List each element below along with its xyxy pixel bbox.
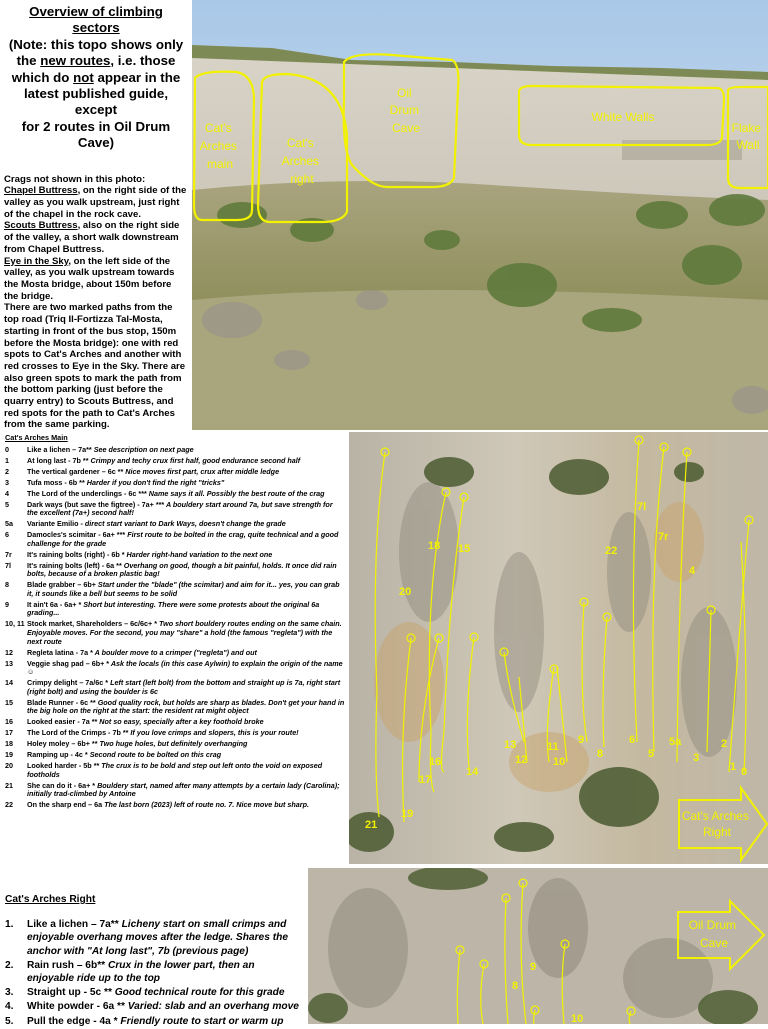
main-route-name: Variante Emilio - [27, 519, 83, 529]
main-route-row [5, 601, 345, 618]
main-route-name: On the sharp end – 6a [27, 800, 103, 810]
right-route-label-8: 8 [512, 980, 519, 992]
main-route-description: Bouldery start, named after many attempts by a certain lady (Carolina); initially trad-climbed by Antoine [27, 780, 340, 799]
route-label-5a: 5a [669, 736, 682, 748]
main-route-number: 18 [5, 739, 13, 749]
title-line-6: for 2 routes in Oil Drum Cave) [21, 118, 171, 151]
main-route-row [5, 660, 345, 677]
main-route-name: Stock market, Shareholders – 6c/6c+ * [27, 619, 158, 629]
main-route-text [27, 762, 345, 779]
title-line-1: Overview of climbing sectors [29, 4, 163, 36]
cats-arches-main-rows [5, 446, 345, 810]
main-route-text [27, 660, 345, 677]
main-route-number: 22 [5, 800, 13, 810]
main-route-number: 16 [5, 717, 13, 727]
cats-arches-right-topo-svg [308, 868, 768, 1024]
route-label-14: 14 [466, 766, 479, 778]
route-label-11: 11 [547, 741, 559, 753]
right-route-number: 5. [5, 1015, 14, 1027]
route-label-7r: 7r [658, 531, 669, 543]
main-route-name: Looked easier - 7a ** [27, 717, 98, 727]
main-route-text [27, 729, 345, 738]
right-route-description: Good technical route for this grade [111, 987, 285, 999]
intro-crags-heading: Crags not shown in this photo: [4, 173, 146, 185]
route-label-5: 5 [648, 748, 655, 760]
main-route-description: The last born (2023) left of route no. 7. Nice move but sharp. [102, 800, 309, 810]
cats-arches-right-list [5, 893, 303, 1029]
right-route-text [27, 986, 303, 999]
main-route-text [27, 751, 345, 760]
main-route-description: Second route to be bolted on this crag [87, 750, 222, 760]
main-route-row [5, 581, 345, 598]
main-route-number: 17 [5, 728, 13, 738]
right-route-description: Crux in the lower part, then an enjoyable ride up to the top [27, 959, 255, 985]
main-route-row [5, 562, 345, 579]
main-route-description: Harder right-hand variation to the next one [124, 549, 273, 559]
intro-body [4, 174, 188, 431]
main-route-description: Harder if you don't find the right "tricks" [84, 477, 225, 487]
main-route-number: 5 [5, 499, 9, 509]
main-route-description: If you love crimps and slopers, this is your route! [128, 728, 299, 738]
route-label-12: 12 [515, 754, 528, 766]
main-route-name: It's raining bolts (left) - 6a ** [27, 560, 122, 570]
main-route-number: 1 [5, 455, 9, 465]
right-route-number: 1. [5, 919, 14, 931]
main-route-description: Two huge holes, but definitely overhanging [97, 739, 248, 749]
main-route-description: The crux is to be bold and step out left onto the void on exposed footholds [27, 761, 323, 779]
title-line-3b: , i.e. those [110, 53, 176, 69]
right-route-text [27, 1000, 303, 1013]
label-white-walls: White Walls [591, 110, 655, 124]
route-label-2: 2 [721, 738, 728, 750]
main-route-description: Left start (left bolt) from the bottom and straight up is 7a, right start (right bolt) and using the boulder is 6c [27, 678, 341, 696]
main-route-text [27, 782, 345, 799]
right-route-description: Friendly route to start or warm up [117, 1015, 284, 1027]
intro-paths: There are two marked paths from the top road (Triq Il-Fortizza Tal-Mosta, starting in front of the bus stop, 150m before the Mosta bridge): one with red spots to Cat's Arches and another with red crosses to Eye in the Sky. There are also green spots to mark the path from the bottom parking (just before the quarry entry) to Scouts Buttress, and red spots for the path to Cat's Arches from the same parking. [4, 302, 186, 431]
main-route-number: 7r [5, 549, 12, 559]
main-route-text [27, 446, 345, 455]
title-line-2: (Note: this topo shows only [8, 36, 184, 52]
title-line-5: latest published guide, except [23, 86, 169, 118]
main-route-description: See description on next page [91, 444, 194, 454]
cats-arches-right-topo [308, 868, 768, 1024]
main-route-row [5, 468, 345, 477]
title-not: not [73, 69, 94, 85]
intro-chapel [4, 185, 188, 220]
main-route-text [27, 620, 345, 646]
main-route-number: 8 [5, 580, 9, 590]
cats-arches-right-rows [5, 918, 303, 1028]
route-label-8: 8 [597, 748, 604, 760]
right-route-text [27, 918, 303, 958]
route-label-4: 4 [689, 565, 696, 577]
main-route-text [27, 649, 345, 658]
route-label-7l: 7l [637, 501, 647, 513]
label-cats-arches-main: Cat's Arches main [199, 121, 238, 171]
main-route-number: 19 [5, 750, 13, 760]
main-route-row [5, 801, 345, 810]
right-route-name: Like a lichen – 7a** [27, 919, 119, 931]
main-route-description: Start under the "blade" (the scimitar) and aim for it... yes, you can grab it, it sounds like a bell but seems to be solid [27, 580, 340, 598]
main-route-name: Dark ways (but save the figtree) - 7a+ *** [27, 499, 165, 509]
main-route-name: It's raining bolts (right) - 6b * [27, 549, 125, 559]
route-label-3: 3 [693, 752, 700, 764]
title-line-4 [4, 70, 188, 86]
main-route-text [27, 801, 345, 810]
main-route-row [5, 679, 345, 696]
main-route-description: direct start variant to Dark Ways, doesn't change the grade [82, 519, 286, 529]
route-label-6: 6 [629, 734, 636, 746]
title-line-4b: appear in the [93, 69, 181, 85]
cats-arches-main-list [5, 434, 345, 812]
right-route-row [5, 1000, 303, 1013]
scouts-buttress-name: Scouts Buttress [4, 220, 78, 232]
main-route-row [5, 649, 345, 658]
route-label-1: 1 [730, 761, 737, 773]
main-route-number: 2 [5, 466, 9, 476]
right-route-name: White powder - 6a ** [27, 1001, 125, 1013]
main-route-row [5, 479, 345, 488]
main-route-description: Good quality rock, but holds are sharp as blades. Don't get your hand in the big hole on the right at the start: the resident rat might object [27, 697, 345, 716]
main-route-text [27, 699, 345, 716]
main-route-number: 12 [5, 647, 13, 657]
main-route-text [27, 679, 345, 696]
main-route-number: 14 [5, 678, 13, 688]
route-label-21: 21 [365, 819, 378, 831]
main-route-number: 20 [5, 761, 13, 771]
cats-arches-right-header: Cat's Arches Right [5, 894, 96, 905]
main-route-name: Ramping up - 4c * [27, 750, 88, 760]
main-route-number: 15 [5, 697, 13, 707]
main-route-name: Crimpy delight – 7a/6c * [27, 678, 109, 688]
main-route-number: 3 [5, 477, 9, 487]
cats-arches-main-header: Cat's Arches Main [5, 433, 68, 442]
main-route-description: Crimpy and techy crux first half, good endurance second half [88, 455, 301, 465]
route-label-9: 9 [578, 734, 585, 746]
main-route-number: 5a [5, 519, 13, 529]
right-route-label-9: 9 [530, 961, 537, 973]
page-title [4, 4, 188, 152]
main-route-text [27, 551, 345, 560]
main-route-number: 13 [5, 658, 13, 668]
main-route-row [5, 446, 345, 455]
main-route-text [27, 501, 345, 518]
main-route-row [5, 531, 345, 548]
main-route-name: Blade Runner - 6c ** [27, 697, 96, 707]
route-label-22: 22 [605, 545, 618, 557]
title-new-routes: new routes [40, 53, 111, 69]
main-route-description: Nice moves first part, crux after middle ledge [123, 466, 280, 476]
main-route-row [5, 762, 345, 779]
cats-arches-main-topo-svg [349, 432, 768, 864]
main-route-name: Regleta latina - 7a * [27, 647, 93, 657]
main-route-number: 7l [5, 560, 11, 570]
overview-photo-svg [192, 0, 768, 430]
route-label-17: 17 [419, 774, 432, 786]
right-route-label-10: 10 [571, 1013, 584, 1024]
title-line-4a: which do [11, 69, 74, 85]
route-label-16: 16 [429, 756, 442, 768]
right-route-number: 3. [5, 987, 14, 999]
intro-eye [4, 256, 188, 303]
eye-in-the-sky-text: , on the left side of the valley, as you walk upstream towards the Mosta bridge, about 150m before the bridge. [4, 255, 175, 302]
route-label-13: 13 [504, 739, 517, 751]
main-route-name: Looked harder - 5b ** [27, 761, 100, 771]
main-route-text [27, 740, 345, 749]
right-route-name: Pull the edge - 4a * [27, 1015, 118, 1027]
right-route-text [27, 1015, 303, 1028]
right-route-row [5, 959, 303, 985]
main-route-name: Holey moley – 6b+ ** [27, 739, 98, 749]
main-route-name: Veggie shag pad – 6b+ * [27, 658, 110, 668]
main-route-row [5, 501, 345, 518]
main-route-text [27, 581, 345, 598]
main-route-description: A boulder move to a crimper ("regleta") and out [92, 647, 257, 657]
overview-photo [192, 0, 768, 430]
main-route-text [27, 531, 345, 548]
main-route-number: 9 [5, 599, 9, 609]
chapel-buttress-text: , on the right side of the valley as you walk upstream, just right of the chapel in the rock cave. [4, 185, 187, 220]
main-route-name: The Lord of the Crimps - 7b ** [27, 728, 129, 738]
main-route-description: Not so easy, specially after a key foothold broke [97, 717, 264, 727]
main-route-text [27, 457, 345, 466]
chapel-buttress-name: Chapel Buttress [4, 185, 78, 197]
route-label-20: 20 [399, 586, 412, 598]
main-route-text [27, 601, 345, 618]
main-route-name: Damocles's scimitar - 6a+ *** [27, 530, 126, 540]
main-route-number: 10, 11 [5, 619, 25, 629]
intro-scouts [4, 220, 188, 255]
right-route-name: Rain rush – 6b** [27, 959, 106, 971]
main-route-text [27, 520, 345, 529]
cats-arches-main-topo [349, 432, 768, 864]
main-route-text [27, 479, 345, 488]
right-route-text [27, 959, 303, 985]
route-label-19: 19 [401, 808, 414, 820]
main-route-text [27, 468, 345, 477]
main-route-description: A bouldery start around 7a, but save strength for the excellent (7a+) second half! [27, 499, 333, 518]
main-route-row [5, 490, 345, 499]
main-route-name: It ain't 6a - 6a+ * [27, 599, 82, 609]
main-route-name: At long last - 7b ** [27, 455, 89, 465]
main-route-number: 0 [5, 444, 9, 454]
label-flake-wall: Flake Wall [731, 121, 761, 152]
main-route-row [5, 620, 345, 646]
right-route-row [5, 986, 303, 999]
main-route-row [5, 751, 345, 760]
right-route-number: 4. [5, 1001, 14, 1013]
route-label-0: 0 [741, 766, 748, 778]
route-label-15: 15 [458, 543, 471, 555]
main-route-row [5, 551, 345, 560]
main-route-description: Ask the locals (in this case Aylwin) to explain the origin of the name ☺ [27, 658, 343, 677]
main-route-name: The Lord of the underclings - 6c *** [27, 488, 147, 498]
arrow-label-oil-drum-cave: Oil Drum Cave [688, 918, 736, 950]
main-route-description: First route to be bolted in the crag, quite technical and a good challenge for the grade [27, 530, 339, 548]
main-route-text [27, 718, 345, 727]
main-route-name: Like a lichen – 7a** [27, 444, 92, 454]
main-route-text [27, 490, 345, 499]
route-label-18: 18 [428, 540, 441, 552]
main-route-description: Overhang on good, though a bit painful, holds. It once did rain bolts, because of a broken plastic bag! [27, 560, 337, 579]
scouts-buttress-text: , also on the right side of the valley, a short walk downstream from Chapel Buttress. [4, 220, 180, 255]
main-route-row [5, 718, 345, 727]
eye-in-the-sky-name: Eye in the Sky [4, 255, 69, 267]
route-label-10: 10 [553, 756, 566, 768]
main-route-name: Tufa moss - 6b ** [27, 477, 85, 487]
main-route-description: Name says it all. Possibly the best route of the crag [146, 488, 325, 498]
title-line-3 [4, 53, 188, 69]
label-cats-arches-right: Cat's Arches right [281, 136, 320, 186]
right-route-name: Straight up - 5c ** [27, 987, 112, 999]
main-route-row [5, 699, 345, 716]
main-route-row [5, 520, 345, 529]
main-route-number: 21 [5, 780, 13, 790]
arrow-label-cats-arches-right: Cat's Arches Right [681, 809, 749, 839]
main-route-row [5, 457, 345, 466]
main-route-text [27, 562, 345, 579]
main-route-number: 4 [5, 488, 9, 498]
main-route-description: Two short bouldery routes ending on the same chain. Enjoyable moves. For the second, you may "share" a hold (the famous "regleta") with the next route [27, 619, 342, 646]
main-route-name: She can do it - 6a+ * [27, 780, 96, 790]
main-route-name: Blade grabber – 6b+ [27, 580, 96, 590]
title-line-3a: the [16, 53, 41, 69]
right-route-description: Licheny start on small crimps and enjoyable overhang moves after the ledge. Shares the anchor with "At long last", 7b (previous page) [27, 919, 288, 957]
main-route-row [5, 729, 345, 738]
main-route-number: 6 [5, 530, 9, 540]
main-route-row [5, 740, 345, 749]
right-route-row [5, 1015, 303, 1028]
right-route-description: Varied: slab and an overhang move [124, 1001, 299, 1013]
label-oil-drum-cave: Oil Drum Cave [389, 86, 421, 135]
main-route-description: Short but interesting. There were some protests about the original 6a grading... [27, 599, 320, 618]
right-route-number: 2. [5, 959, 14, 971]
main-route-row [5, 782, 345, 799]
main-route-name: The vertical gardener – 6c ** [27, 466, 124, 476]
intro-panel [4, 4, 188, 431]
right-route-row [5, 918, 303, 958]
